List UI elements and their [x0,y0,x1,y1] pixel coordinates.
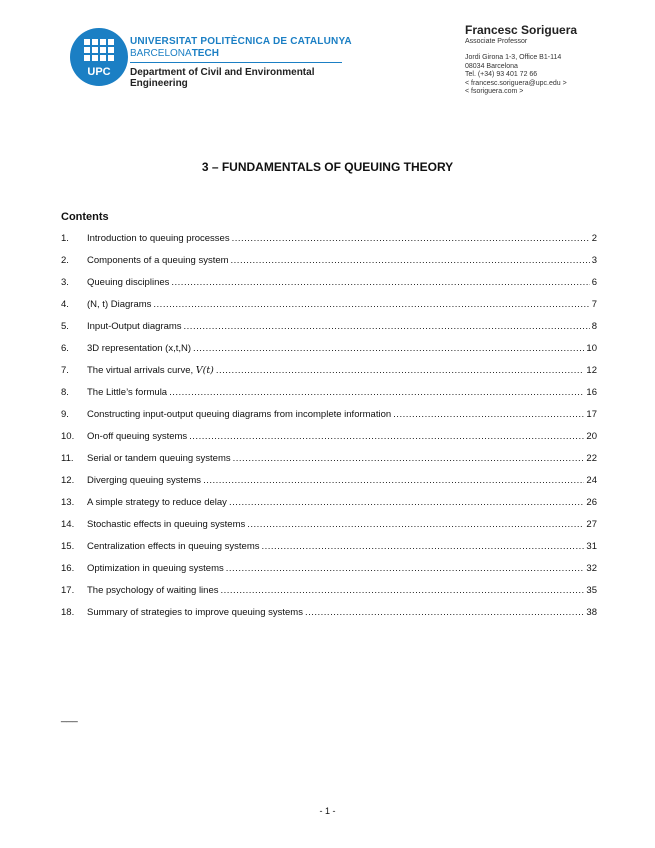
toc-entry-page: 3 [591,255,597,266]
toc-entry[interactable] [61,563,597,585]
toc-entry-title [87,475,201,486]
university-name: UNIVERSITAT POLITÈCNICA DE CATALUNYA [130,36,352,47]
university-block [130,36,370,89]
author-phone: Tel. (+34) 93 401 72 66 [465,71,538,78]
university-sub-bold: TECH [191,48,219,59]
author-block [465,23,645,97]
toc-entry-title-text: Stochastic effects in queuing systems [87,519,246,530]
toc-entry-title-text: (N, t) Diagrams [87,299,152,310]
toc-entry-number: 14. [61,519,75,530]
toc-entry-title [87,299,151,310]
toc-entry-page: 26 [586,497,597,508]
toc-entry-leader [247,519,584,530]
toc-entry-page: 12 [586,365,597,376]
toc-entry-page: 24 [586,475,597,486]
toc-entry-number: 11. [61,453,74,464]
toc-entry-title-text: Serial or tandem queuing systems [87,453,231,464]
toc-entry-leader [305,607,584,618]
toc-entry-title [87,585,219,596]
toc-entry-title [87,519,245,530]
toc-entry-page: 10 [586,343,597,354]
toc-entry-leader [184,321,590,332]
toc-entry-number: 1. [61,233,69,244]
toc-entry[interactable] [61,409,597,431]
toc-entry-title-text: Constructing input-output queuing diagrams from incomplete information [87,409,392,420]
toc-entry[interactable] [61,475,597,497]
toc-entry-title-text: On-off queuing systems [87,431,188,442]
toc-entry-title-text: Introduction to queuing processes [87,233,230,244]
upc-logo [70,28,128,86]
footnote-rule: ___ [61,712,78,723]
department-line-2: Engineering [130,78,188,89]
toc-entry-title-text: A simple strategy to reduce delay [87,497,227,508]
toc-entry-title [87,409,391,420]
toc-entry[interactable] [61,255,597,277]
author-website[interactable]: < fsoriguera.com > [465,88,524,95]
toc-entry-page: 38 [586,607,597,618]
toc-entry-title [87,387,167,398]
toc-entry-title [87,255,229,266]
toc-entry-number: 15. [61,541,75,552]
toc-entry-leader [262,541,585,552]
toc-entry-leader [153,299,589,310]
toc-entry-page: 22 [586,453,597,464]
toc-entry-page: 32 [586,563,597,574]
toc-entry-number: 5. [61,321,69,332]
toc-entry-leader [221,585,585,596]
toc-entry-leader [169,387,584,398]
university-subtitle [130,48,370,59]
toc-entry-page: 7 [591,299,597,310]
toc-entry-number: 4. [61,299,69,310]
toc-entry[interactable] [61,541,597,563]
toc-entry-leader [226,563,585,574]
toc-entry-title [87,563,224,574]
contents-heading: Contents [61,211,109,223]
toc-entry-number: 9. [61,409,69,420]
department-name [130,67,330,89]
toc-entry[interactable] [61,277,597,299]
toc-entry[interactable] [61,233,597,255]
toc-entry[interactable] [61,497,597,519]
toc-entry-number: 6. [61,343,69,354]
author-address-2: 08034 Barcelona [465,62,518,70]
toc-entry-number: 16. [61,563,75,574]
toc-entry-page: 6 [591,277,597,288]
toc-entry[interactable] [61,321,597,343]
toc-entry-leader [231,255,590,266]
toc-entry-title [87,541,260,552]
toc-entry-title [87,431,187,442]
toc-entry-number: 2. [61,255,69,266]
toc-entry-number: 3. [61,277,69,288]
toc-entry-title [87,607,303,618]
toc-entry-title-text: Components of a queuing system [87,255,229,266]
logo-text: UPC [87,66,111,78]
document-title: 3 – FUNDAMENTALS OF QUEUING THEORY [201,160,454,174]
toc-entry-page: 35 [586,585,597,596]
toc-entry[interactable] [61,607,597,629]
toc-entry-number: 13. [61,497,75,508]
toc-entry-title-text: The Little’s formula [87,387,168,398]
toc-entry-title-text: Diverging queuing systems [87,475,202,486]
toc-entry-number: 12. [61,475,75,486]
toc-entry-title-text: The psychology of waiting lines [87,585,219,596]
toc-entry-leader [171,277,589,288]
department-line-1: Department of Civil and Environmental [130,67,315,78]
toc-entry-number: 7. [61,365,69,376]
author-name: Francesc Soriguera [465,23,578,37]
toc-entry-leader [203,475,584,486]
toc-entry[interactable] [61,387,597,409]
toc-entry-number: 18. [61,607,75,618]
toc-entry-title [87,453,231,464]
toc-entry[interactable] [61,585,597,607]
toc-entry-page: 17 [586,409,597,420]
toc-entry-title [87,277,169,288]
toc-entry-title-text: Input-Output diagrams [87,321,182,332]
toc-entry-leader [229,497,584,508]
toc-entry-title-text: 3D representation (x,t,N) [87,343,192,354]
author-email[interactable]: < francesc.soriguera@upc.edu > [465,79,567,87]
toc-entry-title-text: Queuing disciplines [87,277,170,288]
author-contact [465,54,645,97]
author-role: Associate Professor [465,38,528,45]
toc-entry-title [87,321,182,332]
university-sub-plain: BARCELONA [130,48,192,59]
toc-entry-page: 2 [591,233,597,244]
page-number: - 1 - [319,806,336,816]
toc-entry-math: V(t) [195,365,214,376]
toc-entry-number: 17. [61,585,75,596]
toc-entry[interactable] [61,365,597,387]
toc-entry[interactable] [61,519,597,541]
toc-entry-page: 27 [586,519,597,530]
toc-entry-title-text: Summary of strategies to improve queuing systems [87,607,303,618]
toc-entry-title-text: The virtual arrivals curve, [87,365,194,376]
university-rule [130,62,342,63]
toc-entry-title [87,365,214,376]
toc-entry-number: 10. [61,431,75,442]
toc-entry-leader [189,431,584,442]
toc-entry[interactable] [61,431,597,453]
toc-entry-leader [216,365,585,376]
table-of-contents [61,233,597,629]
toc-entry[interactable] [61,343,597,365]
toc-entry-leader [393,409,584,420]
toc-entry-title [87,343,191,354]
toc-entry[interactable] [61,299,597,321]
toc-entry-leader [193,343,584,354]
toc-entry-title [87,233,230,244]
toc-entry[interactable] [61,453,597,475]
toc-entry-title-text: Centralization effects in queuing systems [87,541,260,552]
author-address-1: Jordi Girona 1-3, Office B1-114 [465,54,562,61]
toc-entry-title [87,497,227,508]
toc-entry-page: 16 [586,387,597,398]
toc-entry-leader [232,233,590,244]
toc-entry-title-text: Optimization in queuing systems [87,563,224,574]
toc-entry-leader [233,453,585,464]
toc-entry-page: 20 [586,431,597,442]
toc-entry-page: 31 [586,541,597,552]
toc-entry-number: 8. [61,387,69,398]
toc-entry-page: 8 [591,321,597,332]
